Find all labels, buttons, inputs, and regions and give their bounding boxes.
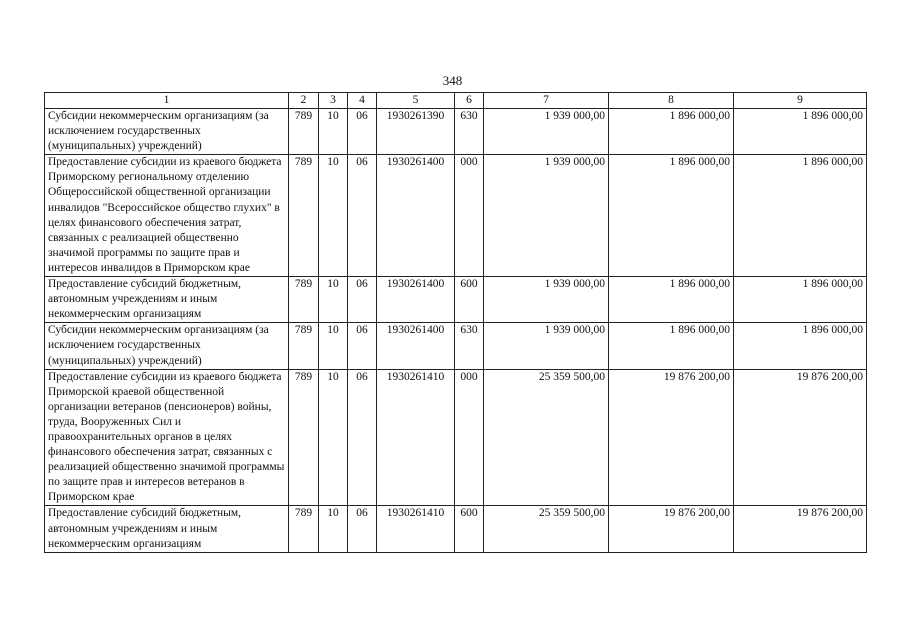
- expense-type-code: 000: [455, 369, 484, 506]
- table-row: [45, 109, 867, 155]
- expense-type-code: 630: [455, 109, 484, 155]
- column-header: 6: [455, 93, 484, 109]
- row-description: Предоставление субсидии из краевого бюджета Приморской краевой общественной организации ветеранов (пенсионеров) войны, труда, Вооруженных Сил и правоохранительных органов в целях финансового обеспечения затрат, связанных с реализацией общественно значимой программы по защите прав и интересов ветеранов в Приморском крае: [45, 369, 289, 506]
- amount-col-8: 1 896 000,00: [609, 155, 734, 277]
- table-row: [45, 369, 867, 506]
- amount-col-8: 19 876 200,00: [609, 369, 734, 506]
- ministry-code: 789: [289, 506, 319, 552]
- page-number: 348: [442, 73, 463, 88]
- amount-col-9: 19 876 200,00: [734, 369, 867, 506]
- section-code: 10: [319, 506, 348, 552]
- amount-col-9: 1 896 000,00: [734, 109, 867, 155]
- column-header: 3: [319, 93, 348, 109]
- subsection-code: 06: [348, 369, 377, 506]
- amount-col-8: 1 896 000,00: [609, 109, 734, 155]
- row-description: Предоставление субсидий бюджетным, автономным учреждениям и иным некоммерческим организациям: [45, 277, 289, 323]
- column-header: 8: [609, 93, 734, 109]
- expense-type-code: 630: [455, 323, 484, 369]
- expense-type-code: 600: [455, 277, 484, 323]
- column-header: 4: [348, 93, 377, 109]
- header-row: [45, 93, 867, 109]
- ministry-code: 789: [289, 369, 319, 506]
- column-header: 1: [45, 93, 289, 109]
- amount-col-9: 1 896 000,00: [734, 323, 867, 369]
- section-code: 10: [319, 369, 348, 506]
- subsection-code: 06: [348, 109, 377, 155]
- table-row: [45, 506, 867, 552]
- amount-col-8: 1 896 000,00: [609, 323, 734, 369]
- section-code: 10: [319, 109, 348, 155]
- target-article-code: 1930261400: [377, 155, 455, 277]
- row-description: Предоставление субсидии из краевого бюджета Приморскому региональному отделению Общероссийской общественной организации инвалидов "Всероссийское общество глухих" в целях финансового обеспечения затрат, связанных с реализацией общественно значимой программы по защите прав и интересов инвалидов в Приморском крае: [45, 155, 289, 277]
- target-article-code: 1930261390: [377, 109, 455, 155]
- ministry-code: 789: [289, 323, 319, 369]
- column-header: 2: [289, 93, 319, 109]
- column-header: 9: [734, 93, 867, 109]
- ministry-code: 789: [289, 277, 319, 323]
- amount-col-9: 1 896 000,00: [734, 277, 867, 323]
- amount-col-9: 1 896 000,00: [734, 155, 867, 277]
- row-description: Субсидии некоммерческим организациям (за исключением государственных (муниципальных) учреждений): [45, 109, 289, 155]
- ministry-code: 789: [289, 155, 319, 277]
- amount-col-7: 25 359 500,00: [484, 369, 609, 506]
- column-header: 7: [484, 93, 609, 109]
- expense-type-code: 000: [455, 155, 484, 277]
- section-code: 10: [319, 155, 348, 277]
- row-description: Субсидии некоммерческим организациям (за исключением государственных (муниципальных) учреждений): [45, 323, 289, 369]
- amount-col-7: 1 939 000,00: [484, 109, 609, 155]
- table-row: [45, 277, 867, 323]
- ministry-code: 789: [289, 109, 319, 155]
- target-article-code: 1930261410: [377, 506, 455, 552]
- budget-table: [44, 92, 867, 553]
- table-row: [45, 155, 867, 277]
- amount-col-7: 1 939 000,00: [484, 155, 609, 277]
- section-code: 10: [319, 323, 348, 369]
- target-article-code: 1930261400: [377, 277, 455, 323]
- amount-col-8: 19 876 200,00: [609, 506, 734, 552]
- expense-type-code: 600: [455, 506, 484, 552]
- amount-col-7: 25 359 500,00: [484, 506, 609, 552]
- subsection-code: 06: [348, 155, 377, 277]
- section-code: 10: [319, 277, 348, 323]
- amount-col-7: 1 939 000,00: [484, 277, 609, 323]
- subsection-code: 06: [348, 506, 377, 552]
- row-description: Предоставление субсидий бюджетным, автономным учреждениям и иным некоммерческим организациям: [45, 506, 289, 552]
- column-header: 5: [377, 93, 455, 109]
- target-article-code: 1930261400: [377, 323, 455, 369]
- table-row: [45, 323, 867, 369]
- amount-col-7: 1 939 000,00: [484, 323, 609, 369]
- subsection-code: 06: [348, 323, 377, 369]
- amount-col-9: 19 876 200,00: [734, 506, 867, 552]
- amount-col-8: 1 896 000,00: [609, 277, 734, 323]
- subsection-code: 06: [348, 277, 377, 323]
- target-article-code: 1930261410: [377, 369, 455, 506]
